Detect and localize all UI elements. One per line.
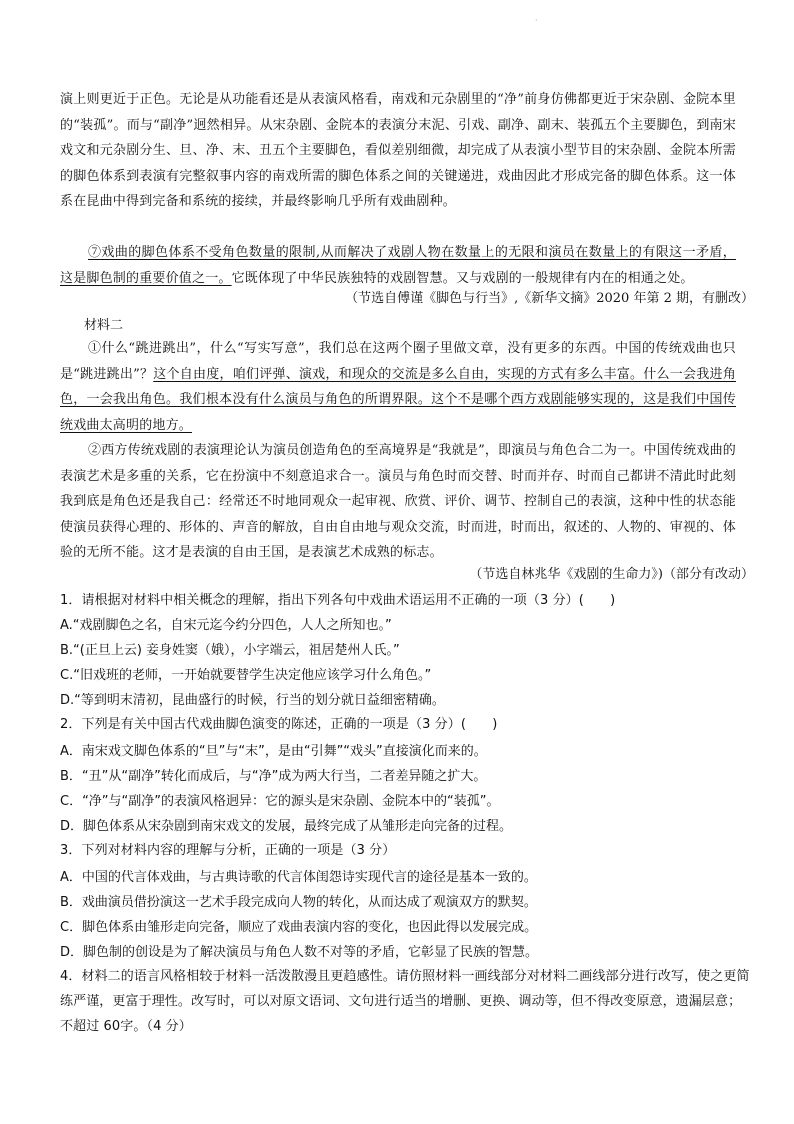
underlined-text: ⑦戏曲的脚色体系不受角色数量的限制,从而解决了戏剧人物在数量上的无限和演员在数量上的有限这一矛盾，这是脚色制的重要价值之一。: [60, 245, 736, 286]
paragraph-text: ①什么“跳进跳出”，什么“写实写意”，我们总在这两个圈子里做文章，没有更多的东西。中国的传统戏曲也只是“跳进跳出”？: [60, 341, 736, 382]
question-1-option-d: D.“等到明末清初，昆曲盛行的时候，行当的划分就日益细密精确。: [60, 693, 445, 708]
material2-paragraph-2: ②西方传统戏剧的表演理论认为演员创造角色的至高境界是“我就是”，即演员与角色合二为一。中国传统戏曲的表演艺术是多重的关系，它在扮演中不刻意追求合一。演员与角色时而交替、时而并存、时而自己都讲不清此时此刻我到底是角色还是我自己：经常还不时地同观众一起审视、欣赏、评价、调节、控制自己的表演，这种中性的状态能使演员获得心理的、形体的、声音的解放，自由自由地与观众交流，时而进，时而出，叙述的、人物的、审视的、体验的无所不能。这才是表演的自由王国，是表演艺术成熟的标志。: [60, 443, 736, 560]
question-2-option-c: C．“净”与“副净”的表演风格迥异：它的源头是宋杂剧、金院本中的“装孤”。: [60, 794, 500, 809]
material1-paragraph-7: [60, 240, 736, 291]
material1-source: （节选自傅谨《脚色与行当》,《新华文摘》2020 年第 2 期，有删改）: [345, 291, 754, 306]
underlined-text: 这个自由度，咱们评弹、演戏，和现众的交流是多么自由，实现的方式有多么丰富。什么一会我进角色，一会我出角色。我们根本没有什么演员与角色的所谓界限。这个不是哪个西方戏剧能够实现的，这是我们中国传统戏曲太高明的地方。: [60, 366, 736, 433]
material2-paragraph-1: [60, 336, 736, 438]
question-3-option-b: B．戏曲演员借扮演这一艺术手段完成向人物的转化，从而达成了观演双方的默契。: [60, 895, 537, 910]
material2-heading: 材料二: [84, 318, 124, 333]
material1-paragraph: 演上则更近于正色。无论是从功能看还是从表演风格看，南戏和元杂剧里的“净”前身仿佛都更近于宋杂剧、金院本里的“装孤”。而与“副净”迥然相异。从宋杂剧、金院本的表演分末泥、引戏、副净、副末、装孤五个主要脚色，到南宋戏文和元杂剧分生、旦、净、末、丑五个主要脚色，看似差别细微，却完成了从表演小型节目的宋杂剧、金院本所需的脚色体系到表演有完整叙事内容的南戏所需的脚色体系之间的关键递进，戏曲因此才形成完备的脚色体系。这一体系在昆曲中得到完备和系统的接续，并最终影响几乎所有戏曲剧种。: [60, 92, 736, 209]
question-3-option-a: A．中国的代言体戏曲，与古典诗歌的代言体闺怨诗实现代言的途径是基本一致的。: [60, 870, 537, 885]
question-3-option-d: D．脚色制的创设是为了解决演员与角色人数不对等的矛盾，它彰显了民族的智慧。: [60, 945, 539, 960]
material2-source: （节选自林兆华《戏剧的生命力》)（部分有改动）: [469, 567, 754, 582]
question-3-option-c: C．脚色体系由雏形走向完备，顺应了戏曲表演内容的变化，也因此得以发展完成。: [60, 920, 538, 935]
question-1-option-a: A.“戏剧脚色之名，自宋元迄今约分四色，人人之所知也。”: [60, 618, 392, 633]
question-2-option-d: D．脚色体系从宋杂剧到南宋戏文的发展，最终完成了从雏形走向完备的过程。: [60, 819, 513, 834]
question-1-stem: 1．请根据对材料中相关概念的理解，指出下列各句中戏曲术语运用不正确的一项（3 分）( ): [60, 593, 616, 608]
question-3-stem: 3．下列对材料内容的理解与分析，正确的一项是（3 分）: [60, 843, 396, 858]
question-2-stem: 2．下列是有关中国古代戏曲脚色演变的陈述，正确的一项是（3 分）( ): [60, 717, 498, 732]
question-2-option-b: B．“丑”从“副净”转化而成后，与“净”成为两大行当，二者差异随之扩大。: [60, 769, 487, 784]
question-1-option-c: C.“旧戏班的老师，一开始就要替学生决定他应该学习什么角色。”: [60, 668, 432, 683]
page-mark: ·: [535, 16, 538, 25]
paragraph-text: 它既体现了中华民族独特的戏剧智慧。又与戏剧的一般规律有内在的相通之处。: [231, 270, 694, 286]
question-2-option-a: A．南宋戏文脚色体系的“旦”与“末”，是由“引舞”“戏头”直接演化而来的。: [60, 744, 487, 759]
question-4-stem: 4．材料二的语言风格相较于材料一活泼散漫且更趋感性。请仿照材料一画线部分对材料二画线部分进行改写，使之更简练严谨，更富于理性。改写时，可以对原文语词、文句进行适当的增删、更换、调动等，但不得改变原意，遗漏层意；不超过 60字。（4 分）: [60, 969, 750, 1034]
question-1-option-b: B.“(正旦上云) 妾身姓窦（娥），小字端云，祖居楚州人氏。”: [60, 643, 400, 658]
